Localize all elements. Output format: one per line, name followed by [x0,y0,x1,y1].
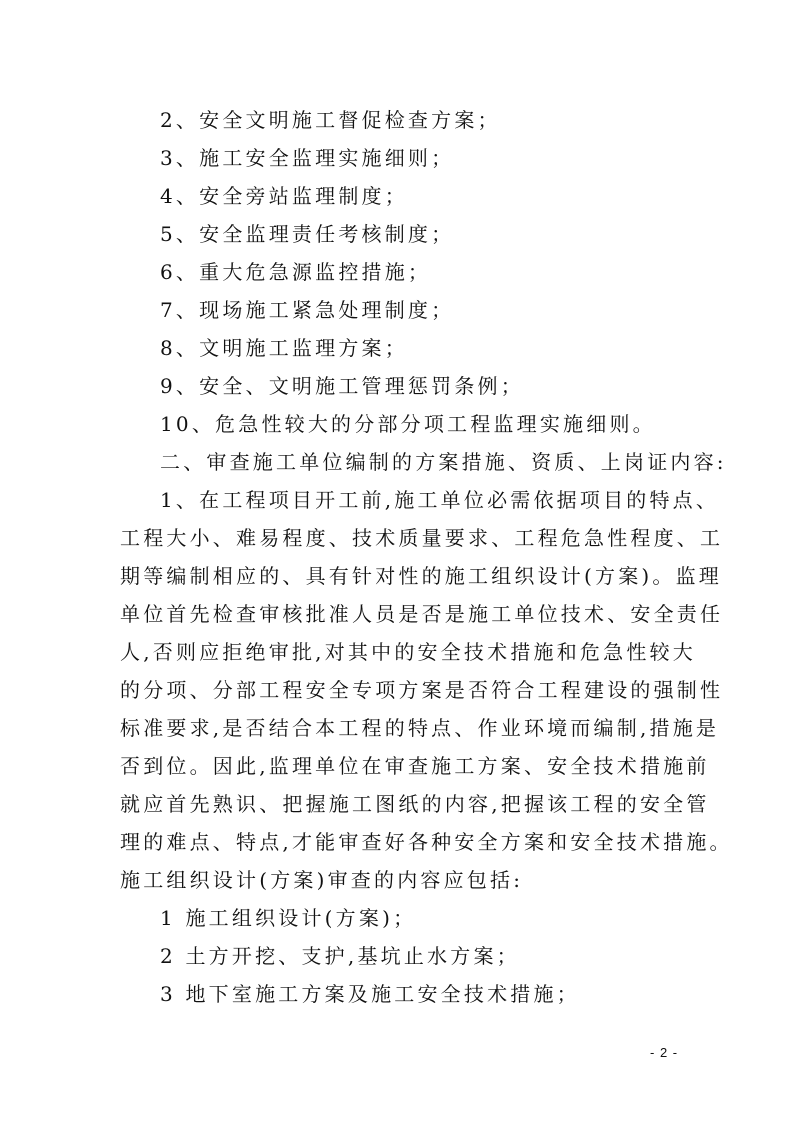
text-line-8: 9、安全、文明施工管理惩罚条例； [160,374,524,398]
text-line-4: 5、安全监理责任考核制度； [160,222,455,246]
paragraph-line-1: 1、在工程项目开工前,施工单位必需依据项目的特点、 [160,488,720,512]
paragraph-line-4: 单位首先检查审核批准人员是否是施工单位技术、安全责任 [120,602,724,626]
paragraph-line-6: 的分项、分部工程安全专项方案是否符合工程建设的强制性 [120,678,724,702]
text-line-1: 2、安全文明施工督促检查方案； [160,108,501,132]
list-item-2: 2 土方开挖、支护,基坑止水方案； [160,944,520,968]
list-item-1: 1 施工组织设计(方案)； [160,906,417,930]
text-line-7: 8、文明施工监理方案； [160,336,408,360]
text-line-6: 7、现场施工紧急处理制度； [160,298,455,322]
paragraph-line-2: 工程大小、难易程度、技术质量要求、工程危急性程度、工 [120,526,724,550]
paragraph-line-5: 人,否则应拒绝审批,对其中的安全技术措施和危急性较大 [120,640,696,664]
list-item-3: 3 地下室施工方案及施工安全技术措施； [160,982,580,1006]
text-line-5: 6、重大危急源监控措施； [160,260,432,284]
paragraph-line-8: 否到位。因此,监理单位在审查施工方案、安全技术措施前 [120,754,710,778]
section-heading: 二、审查施工单位编制的方案措施、资质、上岗证内容: [160,450,727,474]
page-number: - 2 - [650,1045,679,1060]
text-line-2: 3、施工安全监理实施细则； [160,146,455,170]
paragraph-line-11: 施工组织设计(方案)审查的内容应包括: [120,868,524,892]
text-line-9: 10、危急性较大的分部分项工程监理实施细则。 [160,412,656,436]
paragraph-line-10: 理的难点、特点,才能审查好各种安全方案和安全技术措施。 [120,830,733,854]
paragraph-line-3: 期等编制相应的、具有针对性的施工组织设计(方案)。监理 [120,564,723,588]
paragraph-line-7: 标准要求,是否结合本工程的特点、作业环境而编制,措施是 [120,716,720,740]
text-line-3: 4、安全旁站监理制度； [160,184,408,208]
paragraph-line-9: 就应首先熟识、把握施工图纸的内容,把握该工程的安全管 [120,792,710,816]
